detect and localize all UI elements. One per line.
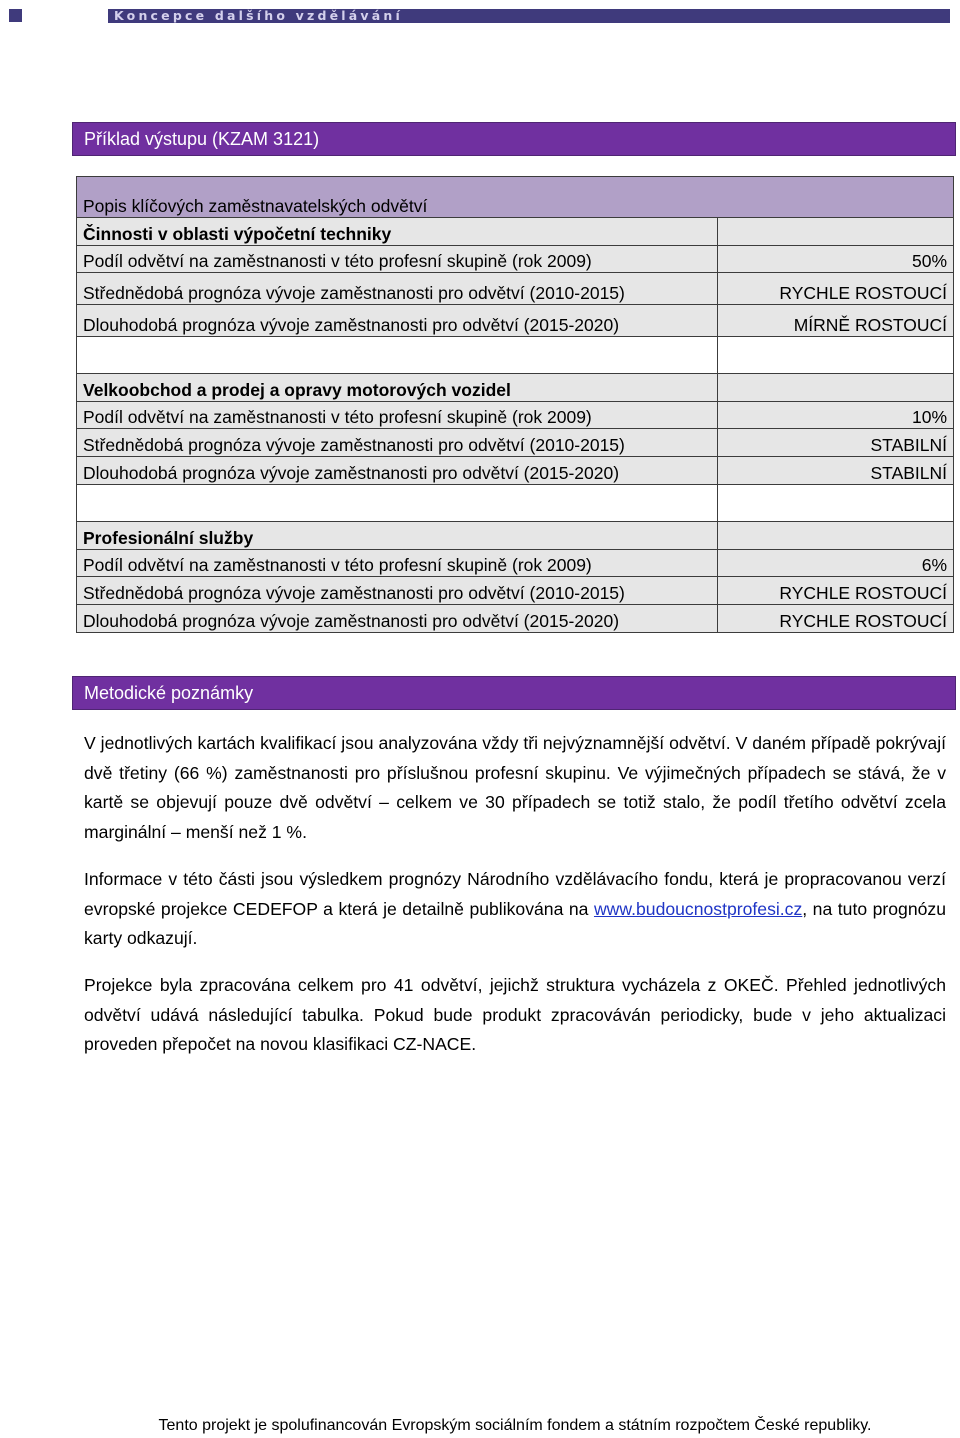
- header-title: Koncepce dalšího vzdělávání: [114, 8, 403, 23]
- paragraph-text: , na tuto prognózu karty odkazují.: [84, 898, 946, 948]
- long-label: Dlouhodobá prognóza vývoje zaměstnanosti pro odvětví (2015-2020): [77, 605, 718, 633]
- mid-label: Střednědobá prognóza vývoje zaměstnanosti pro odvětví (2010-2015): [77, 273, 718, 305]
- mid-value: RYCHLE ROSTOUCÍ: [718, 273, 954, 305]
- sector-row: [77, 457, 954, 485]
- long-value: MÍRNĚ ROSTOUCÍ: [718, 305, 954, 337]
- budoucnostprofesi-link[interactable]: www.budoucnostprofesi.cz: [593, 898, 803, 919]
- sector-name: Velkoobchod a prodej a opravy motorových vozidel: [77, 374, 718, 402]
- mid-label: Střednědobá prognóza vývoje zaměstnanosti pro odvětví (2010-2015): [77, 577, 718, 605]
- sector-row: [77, 605, 954, 633]
- table-header: Popis klíčových zaměstnavatelských odvětví: [77, 177, 954, 218]
- sector-row: [77, 305, 954, 337]
- notes-paragraph-2: [84, 865, 946, 954]
- sector-row: [77, 522, 954, 550]
- long-label: Dlouhodobá prognóza vývoje zaměstnanosti pro odvětví (2015-2020): [77, 457, 718, 485]
- sector-row: [77, 429, 954, 457]
- sector-row: [77, 273, 954, 305]
- paragraph-text: V jednotlivých kartách kvalifikací jsou analyzována vždy tři nejvýznamnější odvětví. V daném případě pokrývají dvě třetiny (66 %) zaměstnanosti pro příslušnou profesní skupinu. Ve výjimečných případech se stává, že v kartě se objevují pouze dvě odvětví – celkem ve 30 případech se totiž stalo, že podíl třetího odvětví zcela marginální – menší než 1 %.: [84, 733, 946, 842]
- notes-paragraph-1: [84, 729, 946, 847]
- share-label: Podíl odvětví na zaměstnanosti v této profesní skupině (rok 2009): [77, 550, 718, 577]
- long-label: Dlouhodobá prognóza vývoje zaměstnanosti pro odvětví (2015-2020): [77, 305, 718, 337]
- sector-row: [77, 246, 954, 273]
- share-value: 10%: [718, 402, 954, 429]
- share-label: Podíl odvětví na zaměstnanosti v této profesní skupině (rok 2009): [77, 402, 718, 429]
- footer-text: Tento projekt je spolufinancován Evropským sociálním fondem a státním rozpočtem České republiky.: [158, 1417, 872, 1434]
- mid-value: STABILNÍ: [718, 429, 954, 457]
- mid-value: RYCHLE ROSTOUCÍ: [718, 577, 954, 605]
- share-label: Podíl odvětví na zaměstnanosti v této profesní skupině (rok 2009): [77, 246, 718, 273]
- sector-row: [77, 550, 954, 577]
- sector-name: Profesionální služby: [77, 522, 718, 550]
- long-value: RYCHLE ROSTOUCÍ: [718, 605, 954, 633]
- header-square: [9, 9, 22, 22]
- long-value: STABILNÍ: [718, 457, 954, 485]
- sector-table: [76, 176, 954, 633]
- table-header-row: [77, 177, 954, 218]
- sector-row: [77, 577, 954, 605]
- notes-title: Metodické poznámky: [72, 676, 956, 710]
- example-title: Příklad výstupu (KZAM 3121): [72, 122, 956, 156]
- notes-paragraph-3: [84, 971, 946, 1060]
- sector-row: [77, 374, 954, 402]
- spacer-row: [77, 485, 954, 522]
- sector-row: [77, 218, 954, 246]
- paragraph-text: Informace v této části jsou výsledkem prognózy Národního vzdělávacího fondu, která je propracovanou verzí evropské projekce CEDEFOP a která je detailně publikována na: [84, 869, 946, 919]
- mid-label: Střednědobá prognóza vývoje zaměstnanosti pro odvětví (2010-2015): [77, 429, 718, 457]
- share-value: 50%: [718, 246, 954, 273]
- spacer-row: [77, 337, 954, 374]
- paragraph-text: Projekce byla zpracována celkem pro 41 odvětví, jejichž struktura vycházela z OKEČ. Přehled jednotlivých odvětví udává následující tabulka. Pokud bude produkt zpracováván periodicky, bude v jeho aktualizaci proveden přepočet na novou klasifikaci CZ-NACE.: [84, 975, 946, 1054]
- sector-row: [77, 402, 954, 429]
- sector-name: Činnosti v oblasti výpočetní techniky: [77, 218, 718, 246]
- share-value: 6%: [718, 550, 954, 577]
- header-bar: [108, 9, 950, 23]
